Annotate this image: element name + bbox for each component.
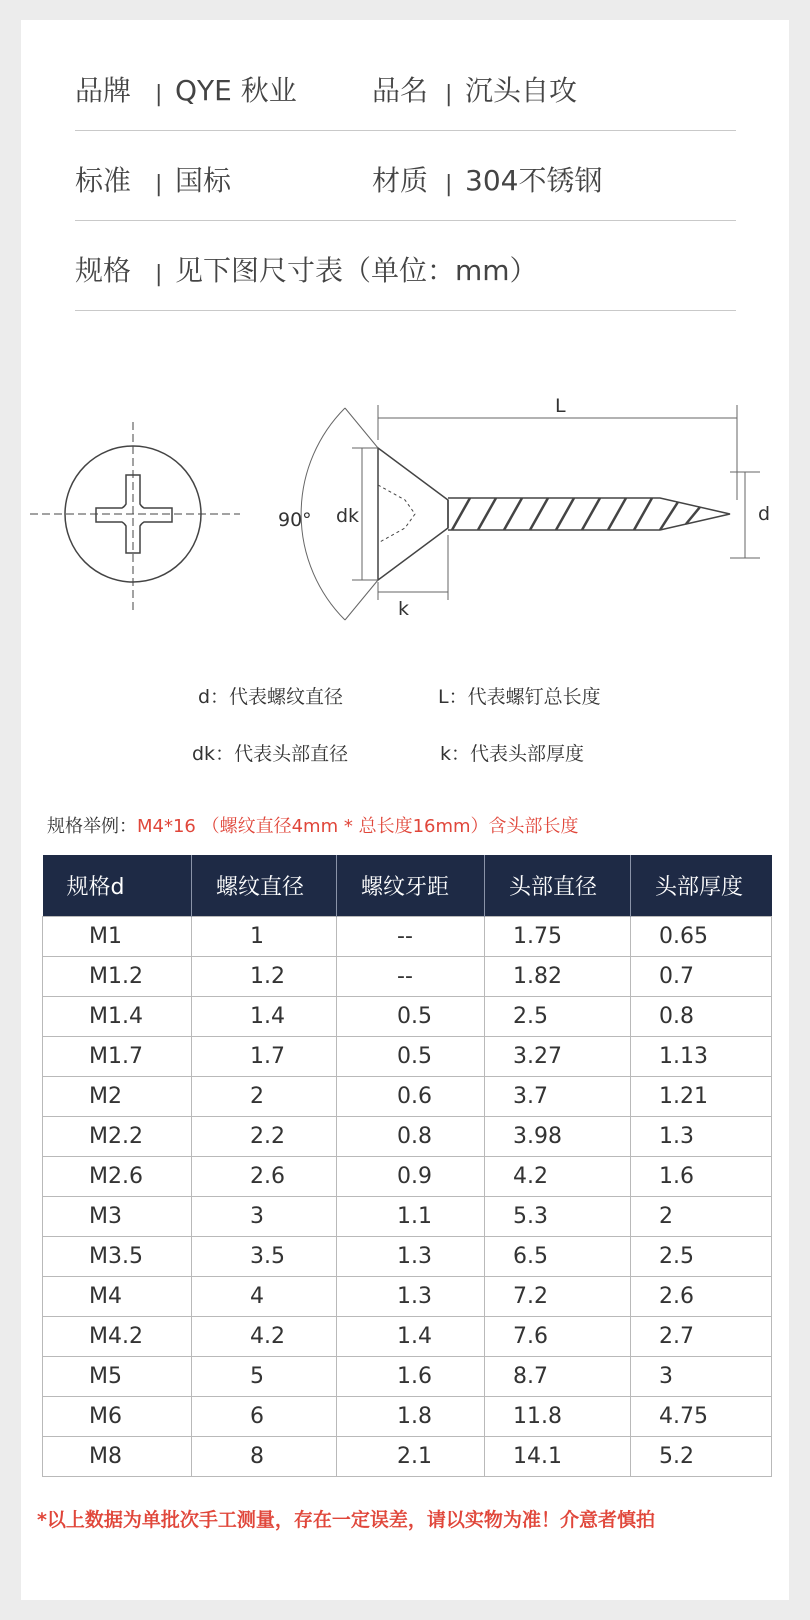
table-cell: 0.65 [631, 917, 772, 957]
example-value: M4*16 （螺纹直径4mm * 总长度16mm）含头部长度 [137, 816, 579, 837]
spec-label: 标准 [75, 164, 132, 197]
spec-separator: | [155, 262, 163, 287]
table-cell: 0.8 [337, 1117, 485, 1157]
example-label: 规格举例： [47, 816, 137, 837]
spec-row-size [75, 220, 736, 311]
table-cell: 4.2 [485, 1157, 631, 1197]
table-cell: 5.3 [485, 1197, 631, 1237]
table-cell: 0.8 [631, 997, 772, 1037]
table-cell: 8 [192, 1437, 337, 1477]
table-cell: M8 [43, 1437, 192, 1477]
table-cell: M1.4 [43, 997, 192, 1037]
spec-label: 规格 [75, 254, 132, 287]
table-cell: 7.6 [485, 1317, 631, 1357]
table-cell: 2 [192, 1077, 337, 1117]
table-row [43, 1237, 772, 1277]
table-cell: 8.7 [485, 1357, 631, 1397]
table-cell: 0.5 [337, 1037, 485, 1077]
table-cell: 2.6 [192, 1157, 337, 1197]
dk-label: dk [336, 505, 360, 527]
table-cell: M4.2 [43, 1317, 192, 1357]
col-header-thread-diameter: 螺纹直径 [192, 855, 337, 917]
legend-dk: dk：代表头部直径 [192, 743, 349, 765]
table-cell: 1.3 [631, 1117, 772, 1157]
table-row [43, 1397, 772, 1437]
table-cell: 2.7 [631, 1317, 772, 1357]
table-cell: M2 [43, 1077, 192, 1117]
table-cell: 3 [192, 1197, 337, 1237]
table-cell: 2.1 [337, 1437, 485, 1477]
screw-shank [448, 498, 730, 530]
table-cell: 1.6 [631, 1157, 772, 1197]
table-cell: M5 [43, 1357, 192, 1397]
table-row [43, 1117, 772, 1157]
table-cell: 1.2 [192, 957, 337, 997]
table-cell: 3.98 [485, 1117, 631, 1157]
table-cell: 2.6 [631, 1277, 772, 1317]
table-cell: 1.1 [337, 1197, 485, 1237]
screw-head-side [378, 448, 448, 580]
col-header-head-diameter: 头部直径 [485, 855, 631, 917]
table-cell: 3 [631, 1357, 772, 1397]
screw-dimension-diagram [0, 380, 810, 650]
table-cell: 3.7 [485, 1077, 631, 1117]
table-cell: 5.2 [631, 1437, 772, 1477]
disclaimer-note: *以上数据为单批次手工测量，存在一定误差，请以实物为准！介意者慎拍 [37, 1509, 655, 1531]
spec-separator: | [155, 82, 163, 107]
table-row [43, 1077, 772, 1117]
table-cell: 1.4 [192, 997, 337, 1037]
spec-separator: | [445, 172, 453, 197]
table-cell: -- [337, 957, 485, 997]
table-cell: 0.5 [337, 997, 485, 1037]
table-row [43, 1277, 772, 1317]
table-cell: 1.13 [631, 1037, 772, 1077]
table-cell: 1.75 [485, 917, 631, 957]
table-cell: M4 [43, 1277, 192, 1317]
table-cell: 2.5 [485, 997, 631, 1037]
spec-value: 见下图尺寸表（单位：mm） [175, 254, 538, 287]
table-cell: 5 [192, 1357, 337, 1397]
table-cell: 4.75 [631, 1397, 772, 1437]
table-cell: 1.4 [337, 1317, 485, 1357]
d-label: d [758, 503, 771, 525]
table-row [43, 917, 772, 957]
table-cell: 4.2 [192, 1317, 337, 1357]
table-cell: 1.7 [192, 1037, 337, 1077]
spec-row-standard [75, 130, 736, 221]
table-cell: 2 [631, 1197, 772, 1237]
spec-row-brand [75, 40, 736, 131]
table-cell: 1.3 [337, 1277, 485, 1317]
table-cell: 2.5 [631, 1237, 772, 1277]
spec-value: 沉头自攻 [465, 74, 578, 107]
table-row [43, 1037, 772, 1077]
spec-label: 材质 [372, 164, 429, 197]
table-cell: M2.6 [43, 1157, 192, 1197]
table-row [43, 1157, 772, 1197]
spec-label: 品名 [372, 74, 429, 107]
legend-k: k：代表头部厚度 [440, 743, 585, 765]
spec-value: QYE 秋业 [175, 74, 297, 107]
table-header-row [43, 855, 772, 917]
spec-value: 304不锈钢 [465, 164, 603, 197]
table-cell: 3.27 [485, 1037, 631, 1077]
table-cell: M1.2 [43, 957, 192, 997]
spec-value: 国标 [175, 164, 232, 197]
table-cell: 0.7 [631, 957, 772, 997]
table-cell: 4 [192, 1277, 337, 1317]
table-cell: M1.7 [43, 1037, 192, 1077]
table-cell: M3 [43, 1197, 192, 1237]
table-cell: M1 [43, 917, 192, 957]
table-cell: 1 [192, 917, 337, 957]
length-label: L [555, 395, 566, 417]
angle-label: 90° [278, 509, 312, 531]
table-cell: 11.8 [485, 1397, 631, 1437]
col-header-head-thickness: 头部厚度 [631, 855, 772, 917]
table-cell: 14.1 [485, 1437, 631, 1477]
legend-L: L：代表螺钉总长度 [438, 686, 601, 708]
table-cell: 1.82 [485, 957, 631, 997]
spec-example [47, 812, 579, 838]
table-cell: 7.2 [485, 1277, 631, 1317]
table-row [43, 1357, 772, 1397]
table-row [43, 997, 772, 1037]
table-cell: M2.2 [43, 1117, 192, 1157]
table-row [43, 1317, 772, 1357]
table-cell: 0.9 [337, 1157, 485, 1197]
spec-separator: | [445, 82, 453, 107]
k-label: k [398, 598, 410, 620]
legend-d: d：代表螺纹直径 [198, 686, 344, 708]
table-cell: 3.5 [192, 1237, 337, 1277]
spec-separator: | [155, 172, 163, 197]
table-cell: 1.6 [337, 1357, 485, 1397]
spec-label: 品牌 [75, 74, 132, 107]
table-row [43, 957, 772, 997]
size-table [42, 855, 772, 1477]
table-cell: 1.8 [337, 1397, 485, 1437]
table-cell: 1.3 [337, 1237, 485, 1277]
table-cell: 6.5 [485, 1237, 631, 1277]
table-cell: 6 [192, 1397, 337, 1437]
table-cell: 1.21 [631, 1077, 772, 1117]
table-cell: M6 [43, 1397, 192, 1437]
table-cell: 2.2 [192, 1117, 337, 1157]
table-row [43, 1197, 772, 1237]
table-cell: M3.5 [43, 1237, 192, 1277]
table-row [43, 1437, 772, 1477]
table-cell: 0.6 [337, 1077, 485, 1117]
table-cell: -- [337, 917, 485, 957]
col-header-spec: 规格d [43, 855, 192, 917]
col-header-thread-pitch: 螺纹牙距 [337, 855, 485, 917]
